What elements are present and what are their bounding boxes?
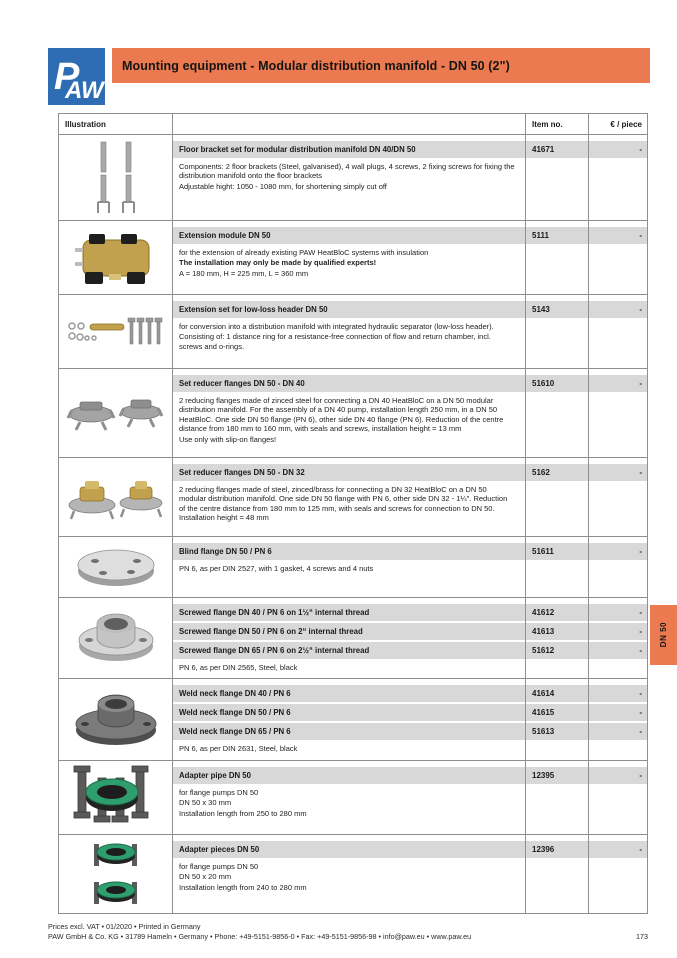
product-description bbox=[173, 659, 525, 672]
product-price: - bbox=[589, 767, 647, 784]
description-line: for the extension of already existing PAW HeatBloC systems with insulation bbox=[179, 248, 429, 257]
section-tab-dn50 bbox=[650, 605, 677, 665]
product-row bbox=[59, 458, 647, 537]
svg-text:P: P bbox=[54, 56, 80, 98]
description-line: for flange pumps DN 50 bbox=[179, 787, 259, 797]
page-footer bbox=[48, 922, 648, 943]
product-row bbox=[59, 679, 647, 760]
description-line: PN 6, as per DIN 2565, Steel, black bbox=[179, 663, 298, 672]
product-description bbox=[173, 158, 525, 191]
product-item-no: 41613 bbox=[526, 623, 588, 640]
product-description-cell bbox=[173, 295, 526, 368]
product-price-cell bbox=[589, 221, 647, 294]
product-item-cell bbox=[526, 295, 589, 368]
product-row bbox=[59, 221, 647, 295]
product-description-cell bbox=[173, 458, 526, 536]
section-tab-label: DN 50 bbox=[659, 622, 668, 648]
page-header-bar bbox=[112, 48, 650, 83]
product-illustration-cell bbox=[59, 537, 173, 597]
product-description-cell bbox=[173, 679, 526, 759]
product-item-no: 51611 bbox=[526, 543, 588, 560]
product-item-no: 41671 bbox=[526, 141, 588, 158]
product-price: - bbox=[589, 227, 647, 244]
product-item-cell bbox=[526, 458, 589, 536]
product-row bbox=[59, 135, 647, 221]
description-line: Installation length from 250 to 280 mm bbox=[179, 808, 307, 818]
product-row bbox=[59, 598, 647, 679]
product-item-no: 51612 bbox=[526, 642, 588, 659]
description-line: 2 reducing flanges made of steel, zinced/brass for connecting a DN 32 HeatBloC on a DN 50 modular distribution manifold. One side DN 50 flange with PN 6, other side DN 32 - 1¼". Reduction of the centre distance from 180 mm to 125 mm, with seals and screws for connection to DN 50. Installation height = 48 mm bbox=[179, 485, 508, 523]
product-description bbox=[173, 858, 525, 892]
product-title: Screwed flange DN 65 / PN 6 on 2½“ internal thread bbox=[173, 642, 525, 659]
product-price: - bbox=[589, 464, 647, 481]
svg-text:AW: AW bbox=[65, 77, 104, 104]
description-line: PN 6, as per DIN 2631, Steel, black bbox=[179, 744, 298, 754]
header-description bbox=[173, 114, 526, 134]
product-description-cell bbox=[173, 221, 526, 294]
product-row bbox=[59, 835, 647, 913]
product-title: Set reducer flanges DN 50 - DN 40 bbox=[173, 375, 525, 392]
product-title: Weld neck flange DN 65 / PN 6 bbox=[173, 723, 525, 740]
product-row bbox=[59, 369, 647, 458]
table-header-row bbox=[59, 114, 647, 135]
adapter-pipe-illustration bbox=[70, 764, 162, 830]
product-title: Weld neck flange DN 40 / PN 6 bbox=[173, 685, 525, 702]
header-illustration: Illustration bbox=[59, 114, 173, 134]
blind-flange-illustration bbox=[73, 543, 159, 591]
product-item-no: 41614 bbox=[526, 685, 588, 702]
floor-bracket-set-illustration bbox=[85, 140, 147, 216]
description-line: Components: 2 floor brackets (Steel, galvanised), 4 wall plugs, 4 screws, 2 fixing screws for fixing the distribution manifold onto the floor brackets bbox=[179, 162, 515, 181]
extension-module-illustration bbox=[71, 228, 161, 288]
description-line: PN 6, as per DIN 2527, with 1 gasket, 4 screws and 4 nuts bbox=[179, 564, 374, 573]
product-title-bars bbox=[173, 227, 525, 244]
product-illustration-cell bbox=[59, 835, 173, 913]
product-price-cell bbox=[589, 679, 647, 759]
product-title-bars bbox=[173, 464, 525, 481]
product-price-cell bbox=[589, 295, 647, 368]
product-description-cell bbox=[173, 598, 526, 678]
adapter-pieces-illustration bbox=[86, 838, 146, 910]
product-title-bars bbox=[173, 141, 525, 158]
product-description bbox=[173, 481, 525, 523]
product-title-bars bbox=[173, 685, 525, 740]
table-body bbox=[59, 135, 647, 913]
description-line: 2 reducing flanges made of zinced steel for connecting a DN 40 HeatBloC on a DN 50 modular distribution manifold. For the assembly of a DN 40 pump, installation length 250 mm, in a DN 50 HeatBloC. One side DN 50 flange (PN 6), other side DN 40 flange (PN 6). Reduction of the centre distance from 180 mm to 160 mm, with seals and screws, installation height = 13 mm bbox=[179, 396, 504, 434]
description-line: for conversion into a distribution manifold with integrated hydraulic separator (low-loss header). bbox=[179, 322, 494, 331]
product-price: - bbox=[589, 543, 647, 560]
product-price: - bbox=[589, 301, 647, 318]
product-title: Weld neck flange DN 50 / PN 6 bbox=[173, 704, 525, 721]
product-price: - bbox=[589, 723, 647, 740]
paw-logo bbox=[48, 48, 105, 105]
weld-neck-flange-illustration bbox=[70, 692, 162, 748]
product-title-bars bbox=[173, 543, 525, 560]
product-description-cell bbox=[173, 537, 526, 597]
extension-set-illustration bbox=[66, 312, 166, 352]
description-line: DN 50 x 20 mm bbox=[179, 872, 232, 882]
product-item-no: 12395 bbox=[526, 767, 588, 784]
product-item-cell bbox=[526, 221, 589, 294]
product-item-cell bbox=[526, 761, 589, 834]
product-item-cell bbox=[526, 369, 589, 457]
description-line: Use only with slip-on flanges! bbox=[179, 434, 277, 444]
product-price: - bbox=[589, 642, 647, 659]
product-row bbox=[59, 295, 647, 369]
header-item-no: Item no. bbox=[526, 114, 589, 134]
description-line: DN 50 x 30 mm bbox=[179, 798, 232, 808]
description-line: Consisting of: 1 distance ring for a resistance-free connection of flow and return chamber, incl. screws and o-rings. bbox=[179, 332, 491, 351]
product-price-cell bbox=[589, 598, 647, 678]
product-price-cell bbox=[589, 369, 647, 457]
product-item-no: 41615 bbox=[526, 704, 588, 721]
product-item-cell bbox=[526, 537, 589, 597]
product-price: - bbox=[589, 704, 647, 721]
product-illustration-cell bbox=[59, 295, 173, 368]
description-line: A = 180 mm, H = 225 mm, L = 360 mm bbox=[179, 268, 309, 278]
description-line: Installation length from 240 to 280 mm bbox=[179, 882, 307, 892]
product-title: Adapter pieces DN 50 bbox=[173, 841, 525, 858]
product-price-cell bbox=[589, 458, 647, 536]
footer-line1: Prices excl. VAT • 01/2020 • Printed in Germany bbox=[48, 922, 201, 931]
product-item-cell bbox=[526, 135, 589, 220]
description-line: for flange pumps DN 50 bbox=[179, 861, 259, 871]
product-price: - bbox=[589, 604, 647, 621]
page-title: Mounting equipment - Modular distribution manifold - DN 50 (2") bbox=[122, 58, 510, 73]
product-illustration-cell bbox=[59, 458, 173, 536]
product-title: Screwed flange DN 40 / PN 6 on 1½“ internal thread bbox=[173, 604, 525, 621]
product-price: - bbox=[589, 623, 647, 640]
product-description bbox=[173, 784, 525, 818]
description-line: Adjustable hight: 1050 - 1080 mm, for shortening simply cut off bbox=[179, 181, 387, 191]
footer-line2: PAW GmbH & Co. KG • 31789 Hameln • Germany • Phone: +49-5151-9856-0 • Fax: +49-5151-9856-98 • info@paw.eu • www.paw.eu bbox=[48, 932, 472, 942]
product-item-no: 12396 bbox=[526, 841, 588, 858]
header-price: € / piece bbox=[610, 119, 642, 129]
product-title: Blind flange DN 50 / PN 6 bbox=[173, 543, 525, 560]
product-row bbox=[59, 761, 647, 835]
screwed-flange-illustration bbox=[73, 610, 159, 666]
product-item-no: 5111 bbox=[526, 227, 588, 244]
product-title: Set reducer flanges DN 50 - DN 32 bbox=[173, 464, 525, 481]
product-item-no: 51613 bbox=[526, 723, 588, 740]
product-row bbox=[59, 537, 647, 598]
product-title: Adapter pipe DN 50 bbox=[173, 767, 525, 784]
product-description bbox=[173, 244, 525, 278]
product-price-cell bbox=[589, 537, 647, 597]
product-illustration-cell bbox=[59, 369, 173, 457]
product-title: Floor bracket set for modular distribution manifold DN 40/DN 50 bbox=[173, 141, 525, 158]
product-price-cell bbox=[589, 761, 647, 834]
product-title-bars bbox=[173, 767, 525, 784]
product-item-cell bbox=[526, 835, 589, 913]
product-item-no: 5143 bbox=[526, 301, 588, 318]
product-description-cell bbox=[173, 369, 526, 457]
product-item-cell bbox=[526, 679, 589, 759]
product-item-no: 41612 bbox=[526, 604, 588, 621]
product-illustration-cell bbox=[59, 598, 173, 678]
product-price-cell bbox=[589, 135, 647, 220]
product-description-cell bbox=[173, 761, 526, 834]
page-number: 173 bbox=[636, 932, 648, 942]
reducer-flanges-dn50-dn40-illustration bbox=[66, 390, 166, 436]
product-title-bars bbox=[173, 301, 525, 318]
product-item-cell bbox=[526, 598, 589, 678]
description-line: The installation may only be made by qualified experts! bbox=[179, 258, 377, 268]
product-title: Extension module DN 50 bbox=[173, 227, 525, 244]
product-illustration-cell bbox=[59, 135, 173, 220]
product-title-bars bbox=[173, 841, 525, 858]
product-description-cell bbox=[173, 835, 526, 913]
product-description bbox=[173, 318, 525, 351]
product-table bbox=[58, 113, 648, 914]
product-illustration-cell bbox=[59, 221, 173, 294]
product-illustration-cell bbox=[59, 679, 173, 759]
product-item-no: 51610 bbox=[526, 375, 588, 392]
product-description-cell bbox=[173, 135, 526, 220]
product-title-bars bbox=[173, 375, 525, 392]
product-description bbox=[173, 392, 525, 444]
product-price: - bbox=[589, 375, 647, 392]
product-description bbox=[173, 560, 525, 573]
product-title: Screwed flange DN 50 / PN 6 on 2“ internal thread bbox=[173, 623, 525, 640]
product-title-bars bbox=[173, 604, 525, 659]
paw-logo-icon bbox=[48, 48, 105, 105]
product-description bbox=[173, 740, 525, 753]
product-price: - bbox=[589, 141, 647, 158]
product-price: - bbox=[589, 685, 647, 702]
product-item-no: 5162 bbox=[526, 464, 588, 481]
product-price: - bbox=[589, 841, 647, 858]
product-price-cell bbox=[589, 835, 647, 913]
product-title: Extension set for low-loss header DN 50 bbox=[173, 301, 525, 318]
reducer-flanges-dn50-dn32-illustration bbox=[66, 473, 166, 521]
product-illustration-cell bbox=[59, 761, 173, 834]
